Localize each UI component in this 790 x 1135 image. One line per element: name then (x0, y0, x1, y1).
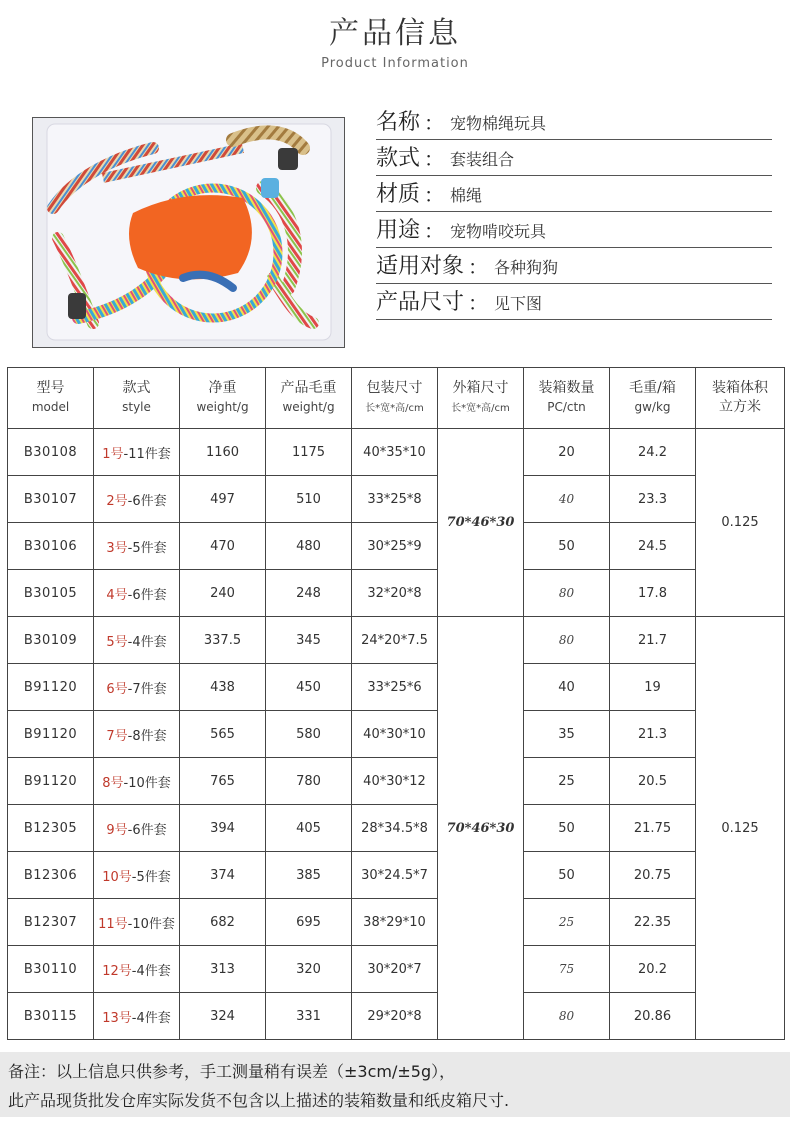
box-quantity-cell: 80 (524, 570, 610, 617)
pack-size-cell: 24*20*7.5 (352, 617, 438, 664)
header-box-volume: 装箱体积 立方米 (696, 368, 785, 429)
style-cell (94, 852, 180, 899)
box-quantity-cell: 50 (524, 805, 610, 852)
style-cell (94, 429, 180, 476)
box-quantity-cell: 25 (524, 758, 610, 805)
spec-label: 名称 (376, 110, 421, 135)
spec-value: 棉绳 (450, 186, 483, 205)
style-cell (94, 711, 180, 758)
gross-weight-cell: 480 (266, 523, 352, 570)
gross-weight-cell: 320 (266, 946, 352, 993)
spec-value: 宠物啃咬玩具 (450, 222, 547, 241)
table-row (8, 758, 785, 805)
outer-box-size-cell: 70*46*30 (438, 617, 524, 1040)
style-set-count: -10件套 (127, 916, 175, 932)
style-cell (94, 899, 180, 946)
spec-label: 款式 (376, 146, 421, 171)
style-set-count: -6件套 (127, 822, 167, 838)
outer-box-size-cell: 70*46*30 (438, 429, 524, 617)
style-set-count: -4件套 (131, 963, 171, 979)
style-set-count: -11件套 (123, 446, 171, 462)
box-gross-weight-cell: 24.5 (610, 523, 696, 570)
net-weight-cell: 374 (180, 852, 266, 899)
style-set-count: -8件套 (127, 728, 167, 744)
pack-size-cell: 30*25*9 (352, 523, 438, 570)
style-cell (94, 570, 180, 617)
table-row (8, 523, 785, 570)
gross-weight-cell: 385 (266, 852, 352, 899)
style-number: 7号 (106, 728, 128, 744)
model-cell: B91120 (8, 758, 94, 805)
model-cell: B91120 (8, 664, 94, 711)
pack-size-cell: 38*29*10 (352, 899, 438, 946)
gross-weight-cell: 1175 (266, 429, 352, 476)
box-volume-cell: 0.125 (696, 617, 785, 1040)
page-subtitle: Product Information (321, 56, 469, 71)
page-header (0, 14, 790, 71)
style-cell (94, 617, 180, 664)
style-cell (94, 805, 180, 852)
style-number: 5号 (106, 634, 128, 650)
product-photo (32, 117, 345, 348)
spec-label: 用途 (376, 218, 421, 243)
spec-value: 套装组合 (450, 150, 515, 169)
remark-note (0, 1052, 790, 1117)
box-quantity-cell: 35 (524, 711, 610, 758)
style-number: 4号 (106, 587, 128, 603)
gross-weight-cell: 780 (266, 758, 352, 805)
gross-weight-cell: 695 (266, 899, 352, 946)
net-weight-cell: 497 (180, 476, 266, 523)
net-weight-cell: 313 (180, 946, 266, 993)
box-gross-weight-cell: 20.2 (610, 946, 696, 993)
table-header-row (8, 368, 785, 429)
header-pack-size: 包装尺寸 长*宽*高/cm (352, 368, 438, 429)
pack-size-cell: 33*25*8 (352, 476, 438, 523)
style-cell (94, 993, 180, 1040)
box-gross-weight-cell: 21.7 (610, 617, 696, 664)
net-weight-cell: 394 (180, 805, 266, 852)
box-quantity-cell: 25 (524, 899, 610, 946)
table-row (8, 805, 785, 852)
style-set-count: -5件套 (127, 540, 167, 556)
header-net-weight: 净重 weight/g (180, 368, 266, 429)
style-cell (94, 946, 180, 993)
net-weight-cell: 682 (180, 899, 266, 946)
gross-weight-cell: 331 (266, 993, 352, 1040)
pack-size-cell: 30*24.5*7 (352, 852, 438, 899)
gross-weight-cell: 345 (266, 617, 352, 664)
pack-size-cell: 40*30*10 (352, 711, 438, 758)
model-cell: B30115 (8, 993, 94, 1040)
box-quantity-cell: 20 (524, 429, 610, 476)
model-cell: B30108 (8, 429, 94, 476)
net-weight-cell: 240 (180, 570, 266, 617)
style-number: 13号 (102, 1010, 132, 1026)
model-cell: B30109 (8, 617, 94, 664)
style-cell (94, 664, 180, 711)
header-gross-weight: 产品毛重 weight/g (266, 368, 352, 429)
net-weight-cell: 765 (180, 758, 266, 805)
style-number: 2号 (106, 493, 128, 509)
model-cell: B30106 (8, 523, 94, 570)
box-gross-weight-cell: 23.3 (610, 476, 696, 523)
remark-line-2: 此产品现货批发仓库实际发货不包含以上描述的装箱数量和纸皮箱尺寸. (8, 1091, 510, 1110)
table-row (8, 711, 785, 758)
table-row (8, 993, 785, 1040)
box-quantity-cell: 80 (524, 617, 610, 664)
pack-size-cell: 30*20*7 (352, 946, 438, 993)
style-number: 1号 (102, 446, 124, 462)
spec-label: 材质 (376, 182, 421, 207)
pack-size-cell: 32*20*8 (352, 570, 438, 617)
box-gross-weight-cell: 20.5 (610, 758, 696, 805)
style-number: 3号 (106, 540, 128, 556)
style-set-count: -4件套 (127, 634, 167, 650)
gross-weight-cell: 450 (266, 664, 352, 711)
header-box-quantity: 装箱数量 PC/ctn (524, 368, 610, 429)
net-weight-cell: 438 (180, 664, 266, 711)
model-cell: B12307 (8, 899, 94, 946)
gross-weight-cell: 405 (266, 805, 352, 852)
model-cell: B30107 (8, 476, 94, 523)
table-row (8, 429, 785, 476)
style-number: 12号 (102, 963, 132, 979)
table-row (8, 476, 785, 523)
pack-size-cell: 40*35*10 (352, 429, 438, 476)
box-gross-weight-cell: 22.35 (610, 899, 696, 946)
product-table (7, 367, 785, 1040)
gross-weight-cell: 580 (266, 711, 352, 758)
box-gross-weight-cell: 20.86 (610, 993, 696, 1040)
spec-row-usage: 用途 ： 宠物啃咬玩具 (376, 212, 772, 248)
box-gross-weight-cell: 20.75 (610, 852, 696, 899)
spec-row-target: 适用对象 ： 各种狗狗 (376, 248, 772, 284)
table-row (8, 570, 785, 617)
style-set-count: -6件套 (127, 493, 167, 509)
spec-label: 适用对象 (376, 254, 465, 279)
rope-toy-set-illustration (33, 118, 344, 347)
spec-row-name: 名称 ： 宠物棉绳玩具 (376, 104, 772, 140)
pack-size-cell: 28*34.5*8 (352, 805, 438, 852)
box-quantity-cell: 40 (524, 476, 610, 523)
spec-value: 各种狗狗 (494, 258, 559, 277)
model-cell: B30105 (8, 570, 94, 617)
table-row (8, 664, 785, 711)
spec-value: 见下图 (494, 294, 543, 313)
model-cell: B12306 (8, 852, 94, 899)
pack-size-cell: 33*25*6 (352, 664, 438, 711)
net-weight-cell: 565 (180, 711, 266, 758)
spec-label: 产品尺寸 (376, 290, 465, 315)
style-set-count: -6件套 (127, 587, 167, 603)
box-quantity-cell: 50 (524, 523, 610, 570)
style-set-count: -7件套 (127, 681, 167, 697)
gross-weight-cell: 510 (266, 476, 352, 523)
spec-row-material: 材质 ： 棉绳 (376, 176, 772, 212)
table-row (8, 899, 785, 946)
style-cell (94, 476, 180, 523)
box-gross-weight-cell: 21.3 (610, 711, 696, 758)
spec-row-size: 产品尺寸 ： 见下图 (376, 284, 772, 320)
spec-list (376, 104, 772, 320)
net-weight-cell: 324 (180, 993, 266, 1040)
box-gross-weight-cell: 19 (610, 664, 696, 711)
header-box-gross-weight: 毛重/箱 gw/kg (610, 368, 696, 429)
box-volume-cell: 0.125 (696, 429, 785, 617)
style-number: 6号 (106, 681, 128, 697)
pack-size-cell: 29*20*8 (352, 993, 438, 1040)
page-title: 产品信息 (329, 16, 461, 51)
remark-line-1: 备注：以上信息只供参考，手工测量稍有误差（±3cm/±5g）， (8, 1062, 456, 1081)
net-weight-cell: 470 (180, 523, 266, 570)
style-set-count: -4件套 (131, 1010, 171, 1026)
style-cell (94, 758, 180, 805)
style-number: 11号 (98, 916, 128, 932)
net-weight-cell: 337.5 (180, 617, 266, 664)
spec-value: 宠物棉绳玩具 (450, 114, 547, 133)
box-quantity-cell: 50 (524, 852, 610, 899)
spec-row-style: 款式 ： 套装组合 (376, 140, 772, 176)
table-row (8, 946, 785, 993)
header-model: 型号 model (8, 368, 94, 429)
table-body (8, 429, 785, 1040)
style-number: 10号 (102, 869, 132, 885)
net-weight-cell: 1160 (180, 429, 266, 476)
table-row (8, 852, 785, 899)
gross-weight-cell: 248 (266, 570, 352, 617)
box-quantity-cell: 80 (524, 993, 610, 1040)
box-quantity-cell: 40 (524, 664, 610, 711)
header-style: 款式 style (94, 368, 180, 429)
model-cell: B12305 (8, 805, 94, 852)
pack-size-cell: 40*30*12 (352, 758, 438, 805)
style-number: 9号 (106, 822, 128, 838)
style-set-count: -5件套 (131, 869, 171, 885)
box-gross-weight-cell: 17.8 (610, 570, 696, 617)
style-set-count: -10件套 (123, 775, 171, 791)
model-cell: B30110 (8, 946, 94, 993)
box-gross-weight-cell: 24.2 (610, 429, 696, 476)
box-quantity-cell: 75 (524, 946, 610, 993)
model-cell: B91120 (8, 711, 94, 758)
header-outer-box-size: 外箱尺寸 长*宽*高/cm (438, 368, 524, 429)
table-row (8, 617, 785, 664)
style-number: 8号 (102, 775, 124, 791)
style-cell (94, 523, 180, 570)
box-gross-weight-cell: 21.75 (610, 805, 696, 852)
